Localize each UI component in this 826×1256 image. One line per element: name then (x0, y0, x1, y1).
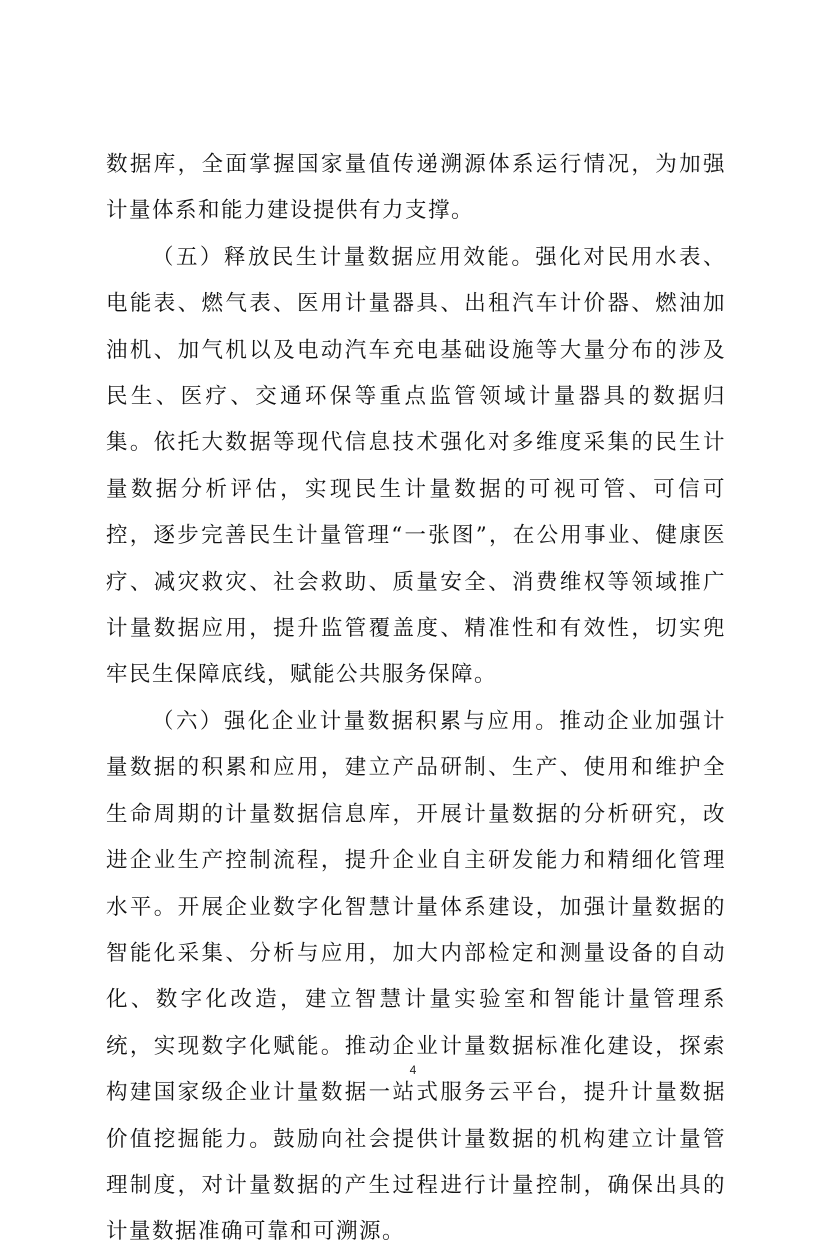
page-number: 4 (409, 1063, 417, 1077)
paragraph-section-5: （五）释放民生计量数据应用效能。强化对民用水表、电能表、燃气表、医用计量器具、出租汽车计价器、燃油加油机、加气机以及电动汽车充电基础设施等大量分布的涉及民生、医疗、交通环保等重点监管领域计量器具的数据归集。依托大数据等现代信息技术强化对多维度采集的民生计量数据分析评估，实现民生计量数据的可视可管、可信可控，逐步完善民生计量管理“一张图”，在公用事业、健康医疗、减灾救灾、社会救助、质量安全、消费维权等领域推广计量数据应用，提升监管覆盖度、精准性和有效性，切实兜牢民生保障底线，赋能公共服务保障。 (106, 244, 726, 688)
body-text (106, 142, 726, 1256)
paragraph-continuation: 数据库，全面掌握国家量值传递溯源体系运行情况，为加强计量体系和能力建设提供有力支撑。 (106, 152, 726, 224)
paragraph-section-6: （六）强化企业计量数据积累与应用。推动企业加强计量数据的积累和应用，建立产品研制、生产、使用和维护全生命周期的计量数据信息库，开展计量数据的分析研究，改进企业生产控制流程，提升企业自主研发能力和精细化管理水平。开展企业数字化智慧计量体系建设，加强计量数据的智能化采集、分析与应用，加大内部检定和测量设备的自动化、数字化改造，建立智慧计量实验室和智能计量管理系统，实现数字化赋能。推动企业计量数据标准化建设，探索构建国家级企业计量数据一站式服务云平台，提升计量数据价值挖掘能力。鼓励向社会提供计量数据的机构建立计量管理制度，对计量数据的产生过程进行计量控制，确保出具的计量数据准确可靠和可溯源。 (106, 708, 726, 1245)
